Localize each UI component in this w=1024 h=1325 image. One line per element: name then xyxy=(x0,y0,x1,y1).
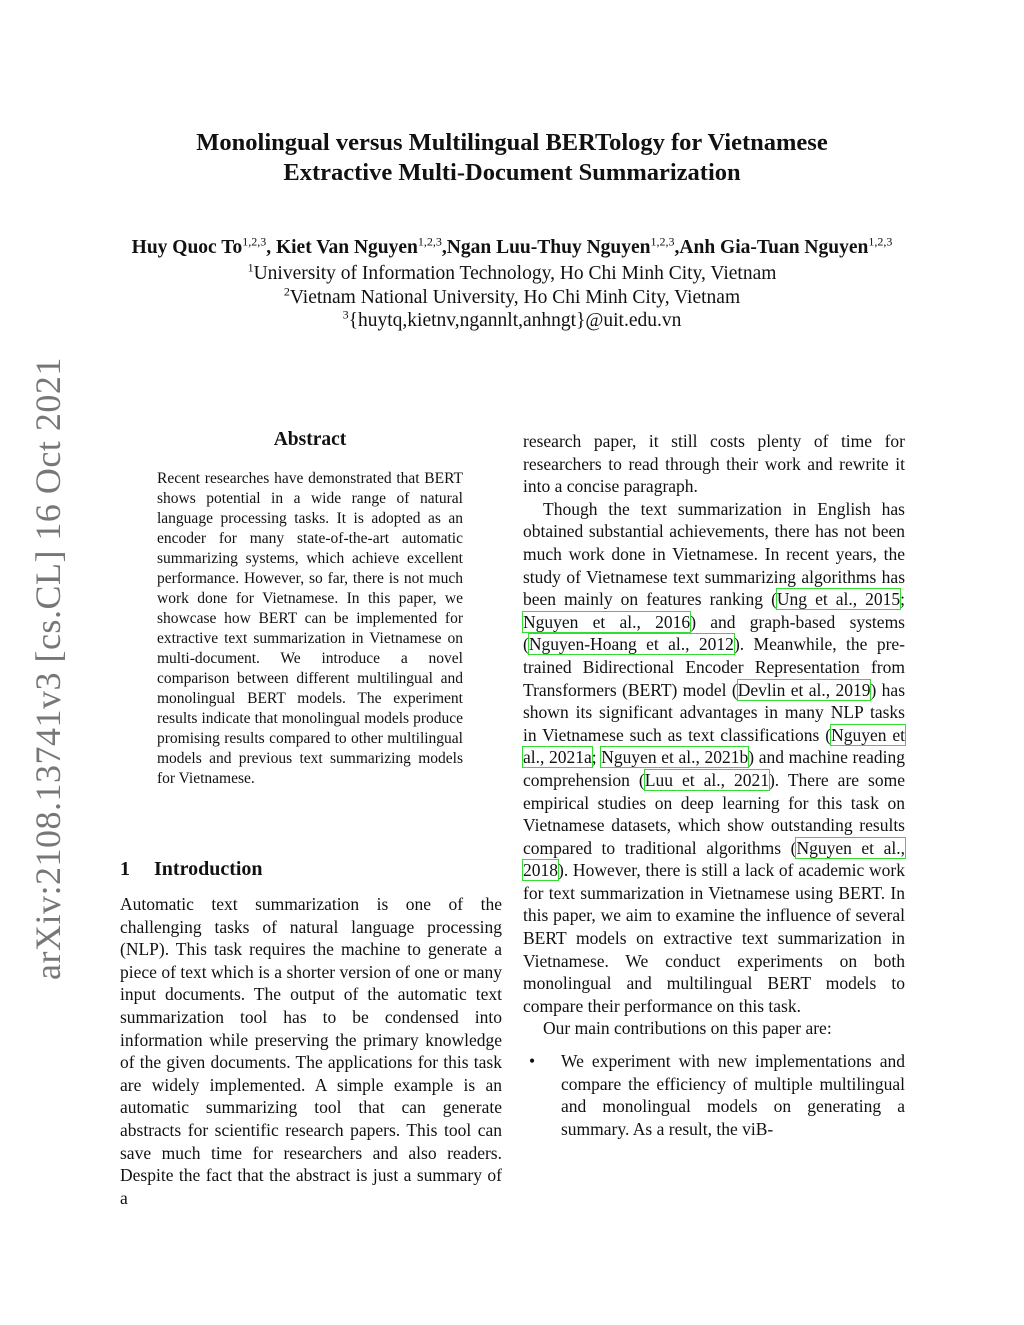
author-name: Kiet Van Nguyen xyxy=(275,237,418,258)
author-affiliation-mark: 1,2,3 xyxy=(868,234,893,249)
author-name: Anh Gia-Tuan Nguyen xyxy=(679,237,869,258)
abstract-heading: Abstract xyxy=(273,429,347,450)
citation-link[interactable]: Devlin et al., 2019 xyxy=(737,679,871,700)
citation-link[interactable]: Nguyen et al., 2018 xyxy=(523,837,905,881)
contributions-list xyxy=(523,1050,905,1140)
intro-paragraph-1: Automatic text summarization is one of the challenging tasks of natural language processing (NLP). This task requires the machine to generate a piece of text which is a shorter version of one or many input documents. The output of the automatic text summarization tool has to be condensed into information while preserving the primary knowledge of the given documents. The applications for this task are widely implemented. A simple example is an automatic summarizing tool that can generate abstracts for scientific research papers. This tool can save much time for researchers and also readers. Despite the fact that the abstract is just a summary of a xyxy=(120,894,502,1208)
paper-title xyxy=(120,128,904,188)
author-name: Huy Quoc To xyxy=(131,237,243,258)
intro-paragraph-2: Though the text summarization in English has obtained substantial achievements, there has not been much work done in Vietnamese. In recent years, the study of Vietnamese text summarizing algorithms has been mainly on features ranking (Ung et al., 2015; Nguyen et al., 2016) and graph-based systems (Nguyen-Hoang et al., 2012). Meanwhile, the pre-trained Bidirectional Encoder Representation from Transformers (BERT) model (Devlin et al., 2019) has shown its significant advantages in many NLP tasks in Vietnamese such as text classifications (Nguyen et al., 2021a; Nguyen et al., 2021b) and machine reading comprehension (Luu et al., 2021). There are some empirical studies on deep learning for this task on Vietnamese datasets, which show outstanding results compared to traditional algorithms (Nguyen et al., 2018). However, there is still a lack of academic work for text summarization in Vietnamese using BERT. In this paper, we aim to examine the influence of several BERT models on extractive text summarization in Vietnamese. We conduct experiments on both monolingual and multilingual BERT models to compare their performance on this task. xyxy=(523,498,906,1016)
citation-link[interactable]: Nguyen et al., 2021a xyxy=(523,724,905,768)
citation-link[interactable]: Luu et al., 2021 xyxy=(644,769,769,790)
intro-paragraph-3: Our main contributions on this paper are: xyxy=(543,1018,832,1039)
affiliation-line: $^2$Vietnam National University, Ho Chi Minh City, Vietnam xyxy=(283,284,741,308)
intro-right-column xyxy=(523,430,905,1140)
email-line: $^3${huytq,kietnv,ngannlt,anhngt}@uit.edu.vn xyxy=(342,307,682,331)
author-separator: , xyxy=(674,237,680,258)
title-line-2: Extractive Multi-Document Summarization xyxy=(283,159,741,186)
citation-link[interactable]: Nguyen et al., 2021b xyxy=(601,747,749,768)
arxiv-identifier: arXiv:2108.13741v3 [cs.CL] 16 Oct 2021 xyxy=(28,357,68,980)
author-affiliation-mark: 1,2,3 xyxy=(242,234,267,249)
section-title: Introduction xyxy=(154,858,263,880)
author-separator: , xyxy=(441,237,447,258)
citation-link[interactable]: Nguyen et al., 2016 xyxy=(523,611,691,632)
title-line-1: Monolingual versus Multilingual BERTology for Vietnamese xyxy=(196,129,828,156)
list-item: • We experiment with new implementations and compare the efficiency of multiple multilingual and monolingual models on generating a summary. As a result, the viB- xyxy=(529,1051,905,1139)
author-name: Ngan Luu-Thuy Nguyen xyxy=(446,237,651,258)
intro-left-column xyxy=(120,893,502,1209)
citation-link[interactable]: Ung et al., 2015 xyxy=(776,589,901,610)
author-separator: , xyxy=(266,237,276,258)
affiliations xyxy=(120,262,904,333)
author-affiliation-mark: 1,2,3 xyxy=(650,234,675,249)
abstract-body: Recent researches have demonstrated that BERT shows potential in a wide range of natural language processing tasks. It is adopted as an encoder for many state-of-the-art automatic summarizing systems, which achieve excellent performance. However, so far, there is not much work done for Vietnamese. In this paper, we showcase how BERT can be implemented for extractive text summarization in Vietnamese on multi-document. We introduce a novel comparison between different multilingual and monolingual BERT models. The experiment results indicate that monolingual models produce promising results compared to other multilingual models and previous text summarizing models for Vietnamese. xyxy=(157,470,463,787)
section-heading-introduction xyxy=(120,857,500,881)
section-number: 1 xyxy=(120,858,130,880)
citation-link[interactable]: Nguyen-Hoang et al., 2012 xyxy=(528,634,734,655)
author-affiliation-mark: 1,2,3 xyxy=(417,234,442,249)
bullet-icon: • xyxy=(529,1051,536,1072)
affiliation-line: $^1$University of Information Technology, Ho Chi Minh City, Vietnam xyxy=(247,260,777,284)
intro-paragraph-1-continued: research paper, it still costs plenty of time for researchers to read through their work and rewrite it into a concise paragraph. xyxy=(523,431,905,497)
author-list xyxy=(40,236,984,260)
